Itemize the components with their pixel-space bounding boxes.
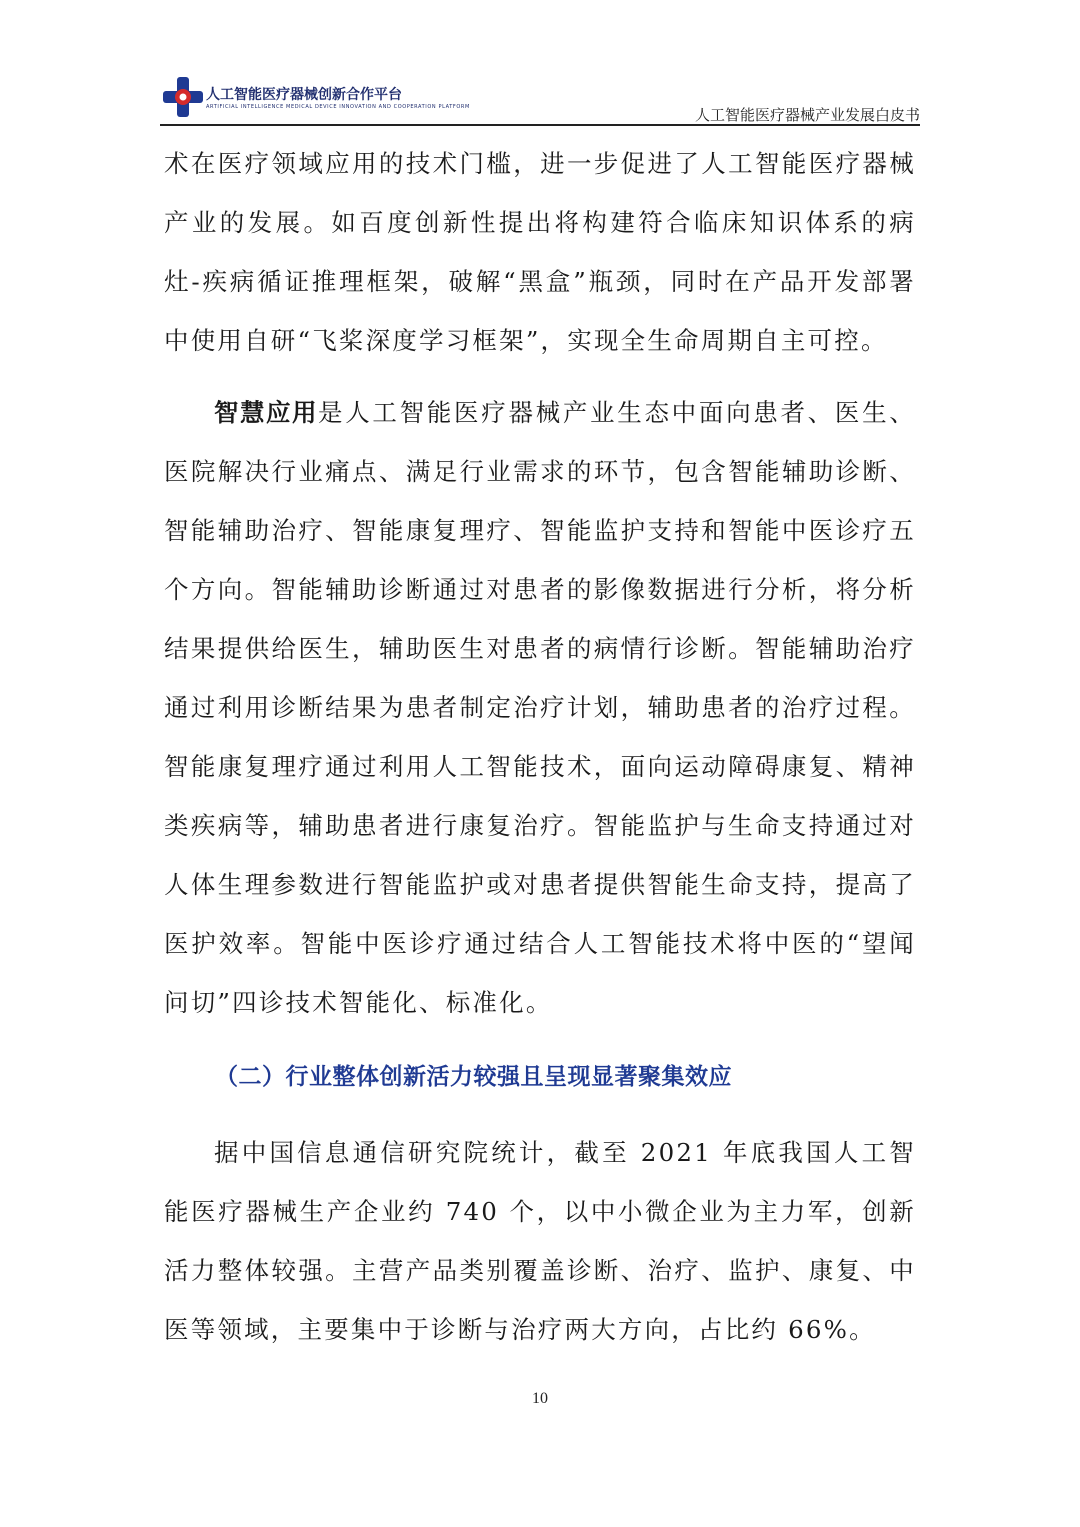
section-heading: （二）行业整体创新活力较强且呈现显著聚集效应 [215,1064,732,1090]
header-divider [160,124,920,126]
page-number: 10 [532,1390,548,1407]
text-block-3 [164,1123,916,1359]
document-title: 人工智能医疗器械产业发展白皮书 [694,106,920,124]
text-block-2 [164,383,916,1032]
paragraph-statistics: 据中国信息通信研究院统计，截至 2021 年底我国人工智能医疗器械生产企业约 740 个，以中小微企业为主力军，创新活力整体较强。主营产品类别覆盖诊断、治疗、监护、康复、中医等领域，主要集中于诊断与治疗两大方向，占比约 66%。 [164,1138,916,1344]
platform-logo-icon [160,74,206,120]
paragraph-lead-term: 智慧应用 [214,398,319,427]
platform-name: 人工智能医疗器械创新合作平台 [206,87,402,103]
platform-name-en: ARTIFICIAL INTELLIGENCE MEDICAL DEVICE INNOVATION AND COOPERATION PLATFORM [206,104,470,110]
paragraph-smart-application [164,383,916,1032]
paragraph-continuation: 术在医疗领域应用的技术门槛，进一步促进了人工智能医疗器械产业的发展。如百度创新性提出将构建符合临床知识体系的病灶-疾病循证推理框架，破解“黑盒”瓶颈，同时在产品开发部署中使用自研“飞桨深度学习框架”，实现全生命周期自主可控。 [164,149,916,355]
text-block-1 [164,134,916,370]
paragraph-body: 是人工智能医疗器械产业生态中面向患者、医生、医院解决行业痛点、满足行业需求的环节，包含智能辅助诊断、智能辅助治疗、智能康复理疗、智能监护支持和智能中医诊疗五个方向。智能辅助诊断通过对患者的影像数据进行分析，将分析结果提供给医生，辅助医生对患者的病情行诊断。智能辅助治疗通过利用诊断结果为患者制定治疗计划，辅助患者的治疗过程。智能康复理疗通过利用人工智能技术，面向运动障碍康复、精神类疾病等，辅助患者进行康复治疗。智能监护与生命支持通过对人体生理参数进行智能监护或对患者提供智能生命支持，提高了医护效率。智能中医诊疗通过结合人工智能技术将中医的“望闻问切”四诊技术智能化、标准化。 [164,398,916,1017]
page-header [160,72,920,128]
